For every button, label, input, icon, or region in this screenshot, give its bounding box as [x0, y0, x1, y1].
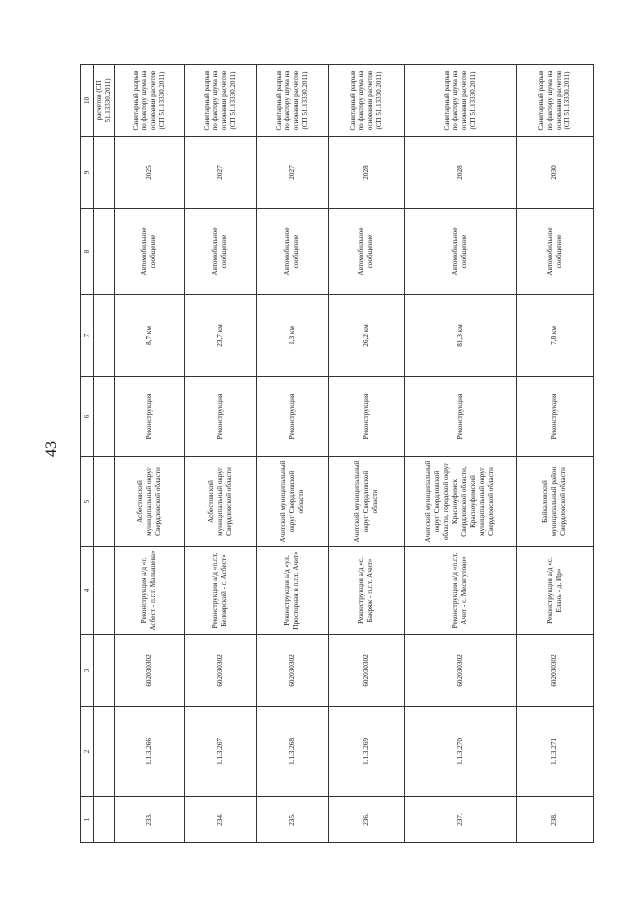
table-row [184, 65, 256, 843]
table-row [328, 65, 404, 843]
cell-kind: 602030302 [114, 635, 184, 707]
column-header: 9 [81, 137, 94, 209]
column-header: 10 [81, 65, 94, 137]
header-row [81, 65, 94, 843]
cell-code: 1.1.3.267 [184, 707, 256, 797]
cell-object: Реконструкция а/д «ул. Просторная в п.г.т. Ачит» [256, 547, 328, 635]
cell-work: Реконструкция [516, 377, 593, 457]
column-header: 2 [81, 707, 94, 797]
cell-work: Реконструкция [404, 377, 516, 457]
cell-length: 1,3 км [256, 295, 328, 377]
cell-location: Байкаловский муниципальный район Свердловской области [516, 457, 593, 547]
cell-code: 1.1.3.270 [404, 707, 516, 797]
cell-length: 8,7 км [114, 295, 184, 377]
cell-location: Ачитский муниципальный округ Свердловской области [256, 457, 328, 547]
cell-object: Реконструкция а/д «с. Бакряж - п.г.т. Ачит» [328, 547, 404, 635]
cell-length: 23,7 км [184, 295, 256, 377]
cell-purpose: Автомобильное сообщение [404, 209, 516, 295]
cell-purpose: Автомобильное сообщение [516, 209, 593, 295]
column-header: 1 [81, 797, 94, 843]
cell-num: 236. [328, 797, 404, 843]
cell-work: Реконструкция [114, 377, 184, 457]
cell-kind: 602030302 [184, 635, 256, 707]
cell-year: 2028 [404, 137, 516, 209]
cell-work: Реконструкция [256, 377, 328, 457]
cell-year: 2025 [114, 137, 184, 209]
cell-kind: 602030302 [516, 635, 593, 707]
cell-length: 7,8 км [516, 295, 593, 377]
continuation-row [94, 65, 115, 843]
planning-table [80, 64, 594, 843]
continuation-cell: расчетов (СП 51.13330.2011) [94, 65, 115, 137]
column-header: 8 [81, 209, 94, 295]
cell-object: Реконструкция а/д «п.г.т. Белоярский - г. Асбест» [184, 547, 256, 635]
cell-zone: Санитарный разрыв по фактору шума на основании расчетов (СП 51.13330.2011) [184, 65, 256, 137]
cell-num: 237. [404, 797, 516, 843]
table-container [80, 65, 583, 843]
cell-num: 235. [256, 797, 328, 843]
cell-zone: Санитарный разрыв по фактору шума на основании расчетов (СП 51.13330.2011) [404, 65, 516, 137]
cell-length: 26,2 км [328, 295, 404, 377]
cell-code: 1.1.3.271 [516, 707, 593, 797]
cell-purpose: Автомобильное сообщение [184, 209, 256, 295]
cell-location: Ачитский муниципальный округ Свердловской области [328, 457, 404, 547]
cell-num: 238. [516, 797, 593, 843]
cell-year: 2027 [256, 137, 328, 209]
cell-zone: Санитарный разрыв по фактору шума на основании расчетов (СП 51.13330.2011) [516, 65, 593, 137]
column-header: 3 [81, 635, 94, 707]
cell-code: 1.1.3.269 [328, 707, 404, 797]
cell-length: 81,3 км [404, 295, 516, 377]
column-header: 5 [81, 457, 94, 547]
column-header: 6 [81, 377, 94, 457]
cell-zone: Санитарный разрыв по фактору шума на основании расчетов (СП 51.13330.2011) [328, 65, 404, 137]
cell-num: 233. [114, 797, 184, 843]
cell-object: Реконструкция а/д «г. Асбест - п.г.т. Малышева» [114, 547, 184, 635]
cell-kind: 602030302 [404, 635, 516, 707]
table-row [516, 65, 593, 843]
cell-location: Ачитский муниципальный округ Свердловской области, городской округ Красноуфимск Свердловской области, Красноуфимский муниципальный округ Свердловской области [404, 457, 516, 547]
cell-location: Асбестовский муниципальный округ Свердловской области [184, 457, 256, 547]
cell-kind: 602030302 [256, 635, 328, 707]
cell-work: Реконструкция [184, 377, 256, 457]
cell-year: 2030 [516, 137, 593, 209]
cell-year: 2027 [184, 137, 256, 209]
table-row [114, 65, 184, 843]
column-header: 7 [81, 295, 94, 377]
cell-location: Асбестовский муниципальный округ Свердловской области [114, 457, 184, 547]
cell-code: 1.1.3.268 [256, 707, 328, 797]
page-number: 43 [43, 441, 60, 457]
cell-purpose: Автомобильное сообщение [256, 209, 328, 295]
cell-work: Реконструкция [328, 377, 404, 457]
cell-num: 234. [184, 797, 256, 843]
cell-object: Реконструкция а/д «с. Елань - д. Ир» [516, 547, 593, 635]
cell-kind: 602030302 [328, 635, 404, 707]
cell-purpose: Автомобильное сообщение [114, 209, 184, 295]
cell-code: 1.1.3.266 [114, 707, 184, 797]
cell-purpose: Автомобильное сообщение [328, 209, 404, 295]
cell-year: 2028 [328, 137, 404, 209]
cell-object: Реконструкция а/д «п.г.т. Ачит - с. Месягутово» [404, 547, 516, 635]
cell-zone: Санитарный разрыв по фактору шума на основании расчетов (СП 51.13330.2011) [114, 65, 184, 137]
cell-zone: Санитарный разрыв по фактору шума на основании расчетов (СП 51.13330.2011) [256, 65, 328, 137]
column-header: 4 [81, 547, 94, 635]
table-row [404, 65, 516, 843]
table-row [256, 65, 328, 843]
